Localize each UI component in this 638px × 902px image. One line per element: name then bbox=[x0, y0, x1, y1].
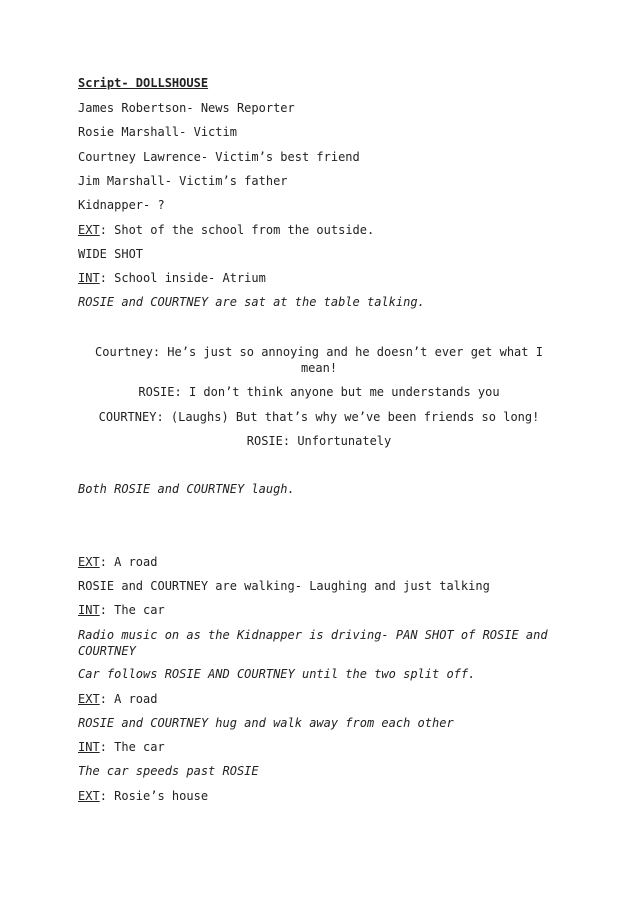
scene-heading-text: : A road bbox=[99, 692, 158, 706]
stage-direction: Both ROSIE and COURTNEY laugh. bbox=[78, 482, 295, 496]
ext-tag: EXT bbox=[78, 789, 100, 803]
scene-heading-ext bbox=[78, 555, 157, 570]
cast-item: Courtney Lawrence- Victim’s best friend bbox=[78, 150, 360, 164]
script-title: Script- DOLLSHOUSE bbox=[78, 76, 209, 90]
scene-heading-ext bbox=[78, 789, 208, 804]
scene-heading-text: : School inside- Atrium bbox=[99, 271, 266, 285]
ext-tag: EXT bbox=[78, 692, 100, 706]
scene-heading-ext bbox=[78, 692, 157, 707]
scene-heading-int bbox=[78, 740, 165, 755]
int-tag: INT bbox=[78, 271, 100, 285]
ext-tag: EXT bbox=[78, 555, 100, 569]
cast-item: Kidnapper- ? bbox=[78, 198, 165, 212]
scene-heading-text: : A road bbox=[99, 555, 158, 569]
stage-direction: Car follows ROSIE AND COURTNEY until the two split off. bbox=[78, 667, 476, 681]
action-line: ROSIE and COURTNEY are walking- Laughing and just talking bbox=[78, 579, 490, 593]
stage-direction: ROSIE and COURTNEY hug and walk away from each other bbox=[78, 716, 454, 730]
dialogue-line: ROSIE: I don’t think anyone but me understands you bbox=[138, 385, 500, 399]
scene-heading-ext bbox=[78, 223, 374, 238]
scene-heading-text: : The car bbox=[99, 603, 165, 617]
int-tag: INT bbox=[78, 603, 100, 617]
scene-heading-int bbox=[78, 271, 266, 286]
cast-item: Jim Marshall- Victim’s father bbox=[78, 174, 288, 188]
scene-heading-text: : Rosie’s house bbox=[99, 789, 209, 803]
dialogue-line: Courtney: He’s just so annoying and he doesn’t ever get what I mean! bbox=[95, 345, 543, 375]
int-tag: INT bbox=[78, 740, 100, 754]
stage-direction: ROSIE and COURTNEY are sat at the table talking. bbox=[78, 295, 425, 309]
scene-heading-text: : Shot of the school from the outside. bbox=[99, 223, 375, 237]
dialogue-line: ROSIE: Unfortunately bbox=[246, 434, 392, 448]
dialogue-line: COURTNEY: (Laughs) But that’s why we’ve been friends so long! bbox=[98, 410, 540, 424]
shot-type: WIDE SHOT bbox=[78, 247, 144, 261]
stage-direction: Radio music on as the Kidnapper is driving- PAN SHOT of ROSIE and COURTNEY bbox=[78, 628, 548, 658]
scene-heading-int bbox=[78, 603, 165, 618]
cast-item: Rosie Marshall- Victim bbox=[78, 125, 237, 139]
cast-item: James Robertson- News Reporter bbox=[78, 101, 295, 115]
stage-direction: The car speeds past ROSIE bbox=[78, 764, 259, 778]
scene-heading-text: : The car bbox=[99, 740, 165, 754]
ext-tag: EXT bbox=[78, 223, 100, 237]
